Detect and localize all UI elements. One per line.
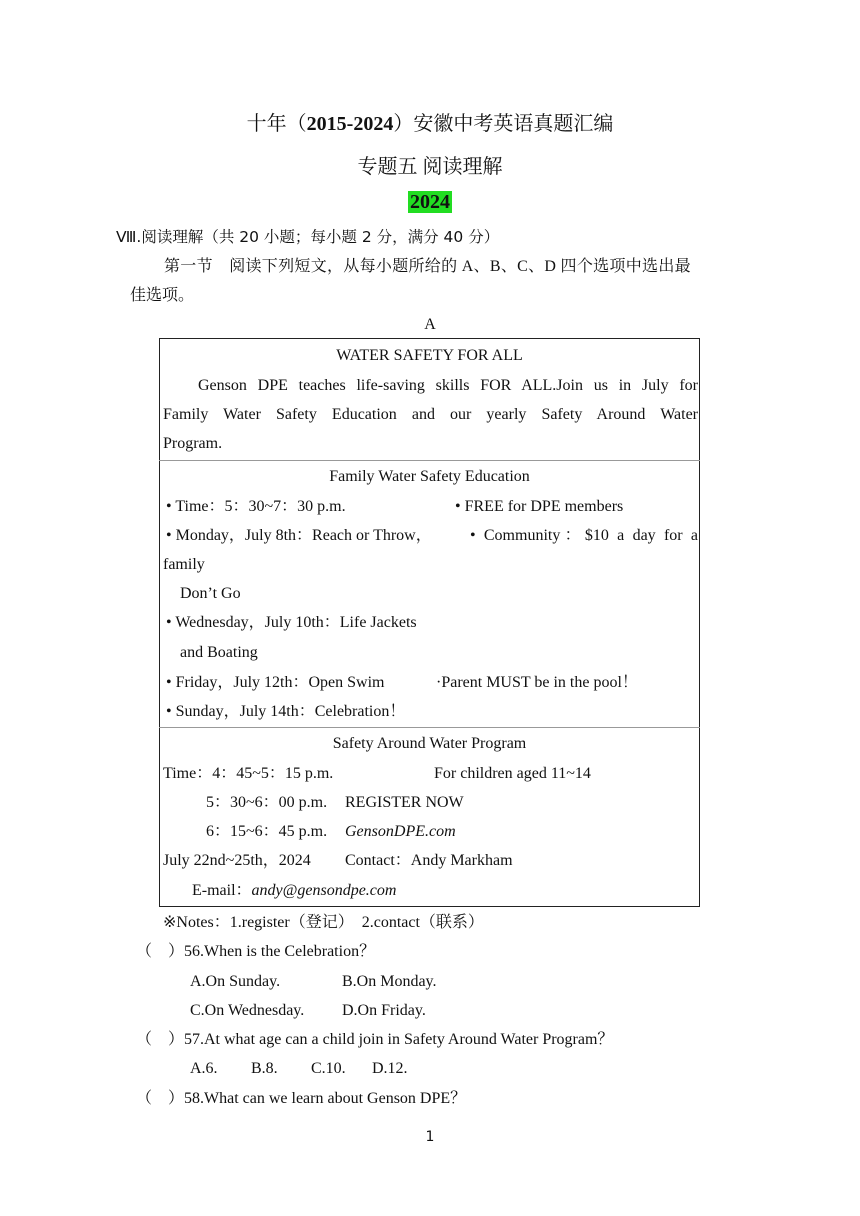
notice-intro-line-3: Program. [163, 435, 223, 452]
box-divider-2 [159, 727, 700, 728]
year-heading [0, 192, 860, 214]
document-title: 十年（2015-2024）安徽中考英语真题汇编 [246, 113, 614, 135]
family-friday: • Friday，July 12th：Open Swim [166, 674, 385, 691]
program-website: GensonDPE.com [345, 823, 456, 840]
family-word: family [163, 556, 205, 573]
family-community: • Community：$10 a day for a [470, 527, 698, 544]
notice-title: WATER SAFETY FOR ALL [336, 347, 523, 364]
program-time-2: 5：30~6：00 p.m. [206, 794, 328, 811]
family-monday: • Monday，July 8th：Reach or Throw， [166, 527, 432, 544]
family-free: • FREE for DPE members [455, 498, 624, 515]
program-time-1: Time：4：45~5：15 p.m. [163, 765, 334, 782]
passage-label: A [424, 316, 436, 333]
family-dont-go: Don’t Go [180, 585, 241, 602]
q56-option-a: A.On Sunday. [190, 973, 281, 990]
question-57: （ ）57.At what age can a child join in Safety Around Water Program？ [136, 1031, 614, 1048]
email-label: E‑mail： [192, 882, 252, 899]
family-wednesday: • Wednesday，July 10th：Life Jackets [166, 614, 417, 631]
program-ages: For children aged 11~14 [434, 765, 591, 782]
program-section-title: Safety Around Water Program [332, 735, 527, 752]
email-address: andy@gensondpe.com [251, 882, 397, 899]
family-section-title: Family Water Safety Education [329, 468, 530, 485]
program-dates: July 22nd~25th，2024 [163, 852, 311, 869]
program-email-line [192, 881, 396, 901]
notice-intro-line-2: Family Water Safety Education and our yearly Safety Around Water [163, 406, 698, 423]
family-time: • Time：5：30~7：30 p.m. [166, 498, 346, 515]
vocab-notes: ※Notes：1.register（登记） 2.contact（联系） [163, 914, 484, 931]
q56-option-d: D.On Friday. [342, 1002, 426, 1019]
family-sunday: • Sunday，July 14th：Celebration！ [166, 703, 406, 720]
q57-option-c: C.10. [311, 1060, 346, 1077]
notice-intro-line-1: Genson DPE teaches life‑saving skills FOR ALL.Join us in July for [198, 377, 698, 394]
program-time-3: 6：15~6：45 p.m. [206, 823, 328, 840]
q57-option-a: A.6. [190, 1060, 218, 1077]
program-contact: Contact：Andy Markham [345, 852, 513, 869]
family-parent-note: ·Parent MUST be in the pool！ [436, 674, 638, 691]
q56-option-c: C.On Wednesday. [190, 1002, 305, 1019]
instruction-line-2: 佳选项。 [130, 287, 195, 304]
box-divider-1 [159, 460, 700, 461]
document-subtitle: 专题五 阅读理解 [357, 156, 503, 178]
question-58: （ ）58.What can we learn about Genson DPE？ [136, 1090, 467, 1107]
instruction-line-1: 第一节 阅读下列短文，从每小题所给的 A、B、C、D 四个选项中选出最 [164, 258, 691, 275]
page-number: 1 [425, 1129, 435, 1145]
question-56: （ ）56.When is the Celebration？ [136, 943, 376, 960]
section-heading: Ⅷ.阅读理解（共 20 小题；每小题 2 分，满分 40 分） [116, 228, 500, 246]
year-badge: 2024 [410, 191, 450, 213]
family-boating: and Boating [180, 644, 258, 661]
q56-option-b: B.On Monday. [342, 973, 437, 990]
q57-option-b: B.8. [251, 1060, 278, 1077]
q57-option-d: D.12. [372, 1060, 408, 1077]
program-register: REGISTER NOW [345, 794, 464, 811]
